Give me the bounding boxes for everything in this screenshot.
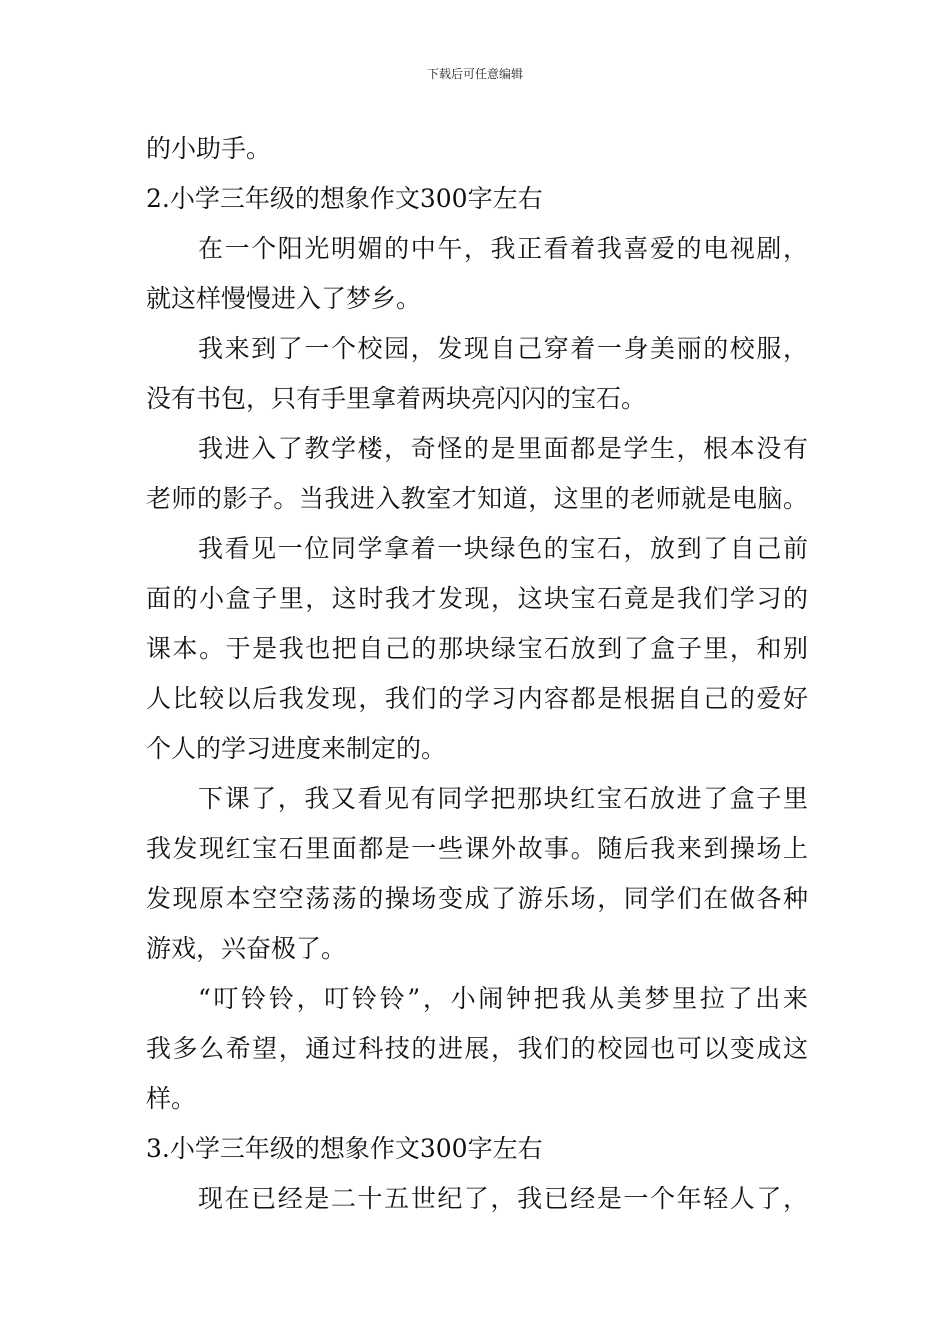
text-line: 老师的影子。当我进入教室才知道，这里的老师就是电脑。 bbox=[146, 484, 808, 513]
page-header: 下载后可任意编辑 bbox=[426, 67, 523, 81]
text-line: 我看见一位同学拿着一块绿色的宝石，放到了自己前 bbox=[198, 534, 808, 563]
text-line: 我进入了教学楼，奇怪的是里面都是学生，根本没有 bbox=[198, 434, 808, 463]
text-line: 下课了，我又看见有同学把那块红宝石放进了盒子里 bbox=[198, 784, 808, 813]
text-line: 样。 bbox=[146, 1084, 197, 1113]
text-line: 的小助手。 bbox=[146, 134, 272, 163]
document-body bbox=[146, 124, 808, 1224]
text-line: 我多么希望，通过科技的进展，我们的校园也可以变成这 bbox=[146, 1034, 808, 1063]
text-line: 课本。于是我也把自己的那块绿宝石放到了盒子里，和别 bbox=[146, 634, 808, 663]
text-line: 面的小盒子里，这时我才发现，这块宝石竟是我们学习的 bbox=[146, 584, 808, 613]
text-line: 现在已经是二十五世纪了，我已经是一个年轻人了， bbox=[198, 1184, 808, 1213]
text-line: 我来到了一个校园，发现自己穿着一身美丽的校服， bbox=[198, 334, 808, 363]
text-line: 没有书包，只有手里拿着两块亮闪闪的宝石。 bbox=[146, 384, 647, 413]
section-heading: 2.小学三年级的想象作文300字左右 bbox=[146, 184, 543, 213]
text-line: 就这样慢慢进入了梦乡。 bbox=[146, 284, 422, 313]
text-line: 发现原本空空荡荡的操场变成了游乐场，同学们在做各种 bbox=[146, 884, 808, 913]
text-line: 我发现红宝石里面都是一些课外故事。随后我来到操场上 bbox=[146, 834, 808, 863]
text-line: “叮铃铃，叮铃铃”，小闹钟把我从美梦里拉了出来 bbox=[198, 984, 808, 1013]
text-line: 在一个阳光明媚的中午，我正看着我喜爱的电视剧， bbox=[198, 234, 808, 263]
text-line: 人比较以后我发现，我们的学习内容都是根据自己的爱好 bbox=[146, 684, 808, 713]
text-line: 游戏，兴奋极了。 bbox=[146, 934, 347, 963]
text-line: 个人的学习进度来制定的。 bbox=[146, 734, 447, 763]
section-heading: 3.小学三年级的想象作文300字左右 bbox=[146, 1134, 543, 1163]
